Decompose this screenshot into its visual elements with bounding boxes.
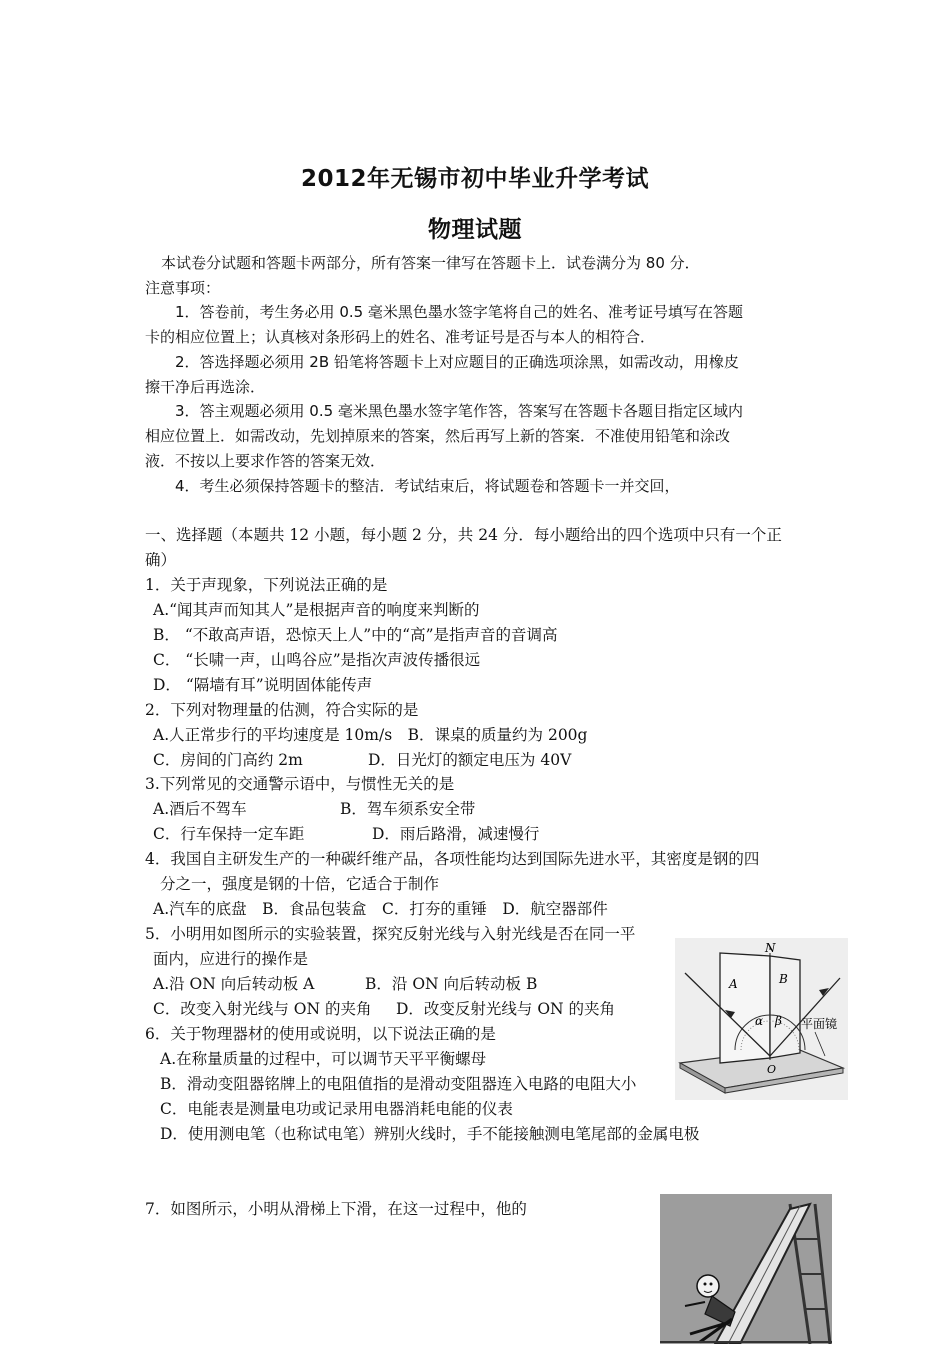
q6-option-d: D．使用测电笔（也称试电笔）辨别火线时，手不能接触测电笔尾部的金属电极 bbox=[160, 1125, 700, 1143]
note-4: 4．考生必须保持答题卡的整洁．考试结束后，将试题卷和答题卡一并交回， bbox=[175, 477, 680, 495]
q3-option-d: D．雨后路滑，减速慢行 bbox=[372, 825, 540, 843]
label-a: A bbox=[729, 977, 738, 991]
q5-option-b: B．沿 ON 向后转动板 B bbox=[365, 975, 538, 993]
q3-option-a: A.酒后不驾车 bbox=[153, 800, 247, 818]
q2-options-ab: A.人正常步行的平均速度是 10m/s B．课桌的质量约为 200g bbox=[153, 726, 588, 744]
label-o: O bbox=[767, 1063, 777, 1076]
q1-option-d: D． “隔墙有耳”说明固体能传声 bbox=[153, 676, 373, 694]
notice-label: 注意事项： bbox=[145, 279, 221, 297]
note-3a: 3．答主观题必须用 0.5 毫米黑色墨水签字笔作答，答案写在答题卡各题目指定区域内 bbox=[175, 402, 743, 420]
exam-subtitle: 物理试题 bbox=[428, 217, 522, 243]
section-heading-a: 一、选择题（本题共 12 小题，每小题 2 分，共 24 分．每小题给出的四个选项中只有一个正 bbox=[145, 526, 782, 544]
exam-title: 2012年无锡市初中毕业升学考试 bbox=[300, 166, 649, 192]
label-n: N bbox=[765, 941, 776, 955]
label-beta: β bbox=[775, 1014, 782, 1028]
q5-stem-a: 5．小明用如图所示的实验装置，探究反射光线与入射光线是否在同一平 bbox=[145, 925, 636, 943]
label-b: B bbox=[779, 972, 788, 986]
q3-option-c: C．行车保持一定车距 bbox=[153, 825, 305, 843]
label-alpha: α bbox=[755, 1014, 764, 1028]
q6-stem: 6．关于物理器材的使用或说明，以下说法正确的是 bbox=[145, 1025, 496, 1043]
q6-option-c: C．电能表是测量电功或记录用电器消耗电能的仪表 bbox=[160, 1100, 513, 1118]
q1-option-a: A.“闻其声而知其人”是根据声音的响度来判断的 bbox=[153, 601, 480, 619]
q5-option-c: C．改变入射光线与 ON 的夹角 bbox=[153, 1000, 372, 1018]
note-3c: 液．不按以上要求作答的答案无效． bbox=[145, 452, 386, 470]
q4-stem-b: 分之一，强度是钢的十倍，它适合于制作 bbox=[160, 875, 440, 893]
slide-figure bbox=[660, 1194, 832, 1344]
q5-option-d: D．改变反射光线与 ON 的夹角 bbox=[396, 1000, 616, 1018]
label-mirror: 平面镜 bbox=[801, 1017, 838, 1031]
q1-stem: 1．关于声现象，下列说法正确的是 bbox=[145, 576, 388, 594]
note-2b: 擦干净后再选涂． bbox=[145, 378, 266, 396]
q6-option-a: A.在称量质量的过程中，可以调节天平平衡螺母 bbox=[160, 1050, 487, 1068]
note-1b: 卡的相应位置上；认真核对条形码上的姓名、准考证号是否与本人的相符合． bbox=[145, 328, 656, 346]
q1-option-b: B． “不敢高声语，恐惊天上人”中的“高”是指声音的音调高 bbox=[153, 626, 558, 644]
note-1a: 1．答卷前，考生务必用 0.5 毫米黑色墨水签字笔将自己的姓名、准考证号填写在答题 bbox=[175, 303, 743, 321]
note-2a: 2．答选择题必须用 2B 铅笔将答题卡上对应题目的正确选项涂黑，如需改动，用橡皮 bbox=[175, 353, 739, 371]
q4-stem-a: 4．我国自主研发生产的一种碳纤维产品，各项性能均达到国际先进水平，其密度是钢的四 bbox=[145, 850, 760, 868]
q7-stem: 7．如图所示，小明从滑梯上下滑，在这一过程中，他的 bbox=[145, 1200, 527, 1218]
slide-illustration bbox=[660, 1194, 832, 1344]
reflection-diagram bbox=[675, 938, 848, 1100]
q6-option-b: B．滑动变阻器铭牌上的电阻值指的是滑动变阻器连入电路的电阻大小 bbox=[160, 1075, 637, 1093]
reflection-apparatus-figure bbox=[675, 938, 848, 1100]
intro-line: 本试卷分试题和答题卡两部分，所有答案一律写在答题卡上．试卷满分为 80 分． bbox=[161, 254, 700, 272]
section-heading-b: 确） bbox=[145, 551, 177, 569]
q2-option-c: C．房间的门高约 2m bbox=[153, 751, 303, 769]
q5-stem-b: 面内，应进行的操作是 bbox=[153, 950, 309, 968]
q4-options: A.汽车的底盘 B．食品包装盒 C．打夯的重锤 D．航空器部件 bbox=[153, 900, 608, 918]
note-3b: 相应位置上．如需改动，先划掉原来的答案，然后再写上新的答案．不准使用铅笔和涂改 bbox=[145, 427, 731, 445]
q1-option-c: C． “长啸一声，山鸣谷应”是指次声波传播很远 bbox=[153, 651, 481, 669]
q3-option-b: B．驾车须系安全带 bbox=[340, 800, 476, 818]
q3-stem: 3.下列常见的交通警示语中，与惯性无关的是 bbox=[145, 775, 455, 793]
q2-option-d: D．日光灯的额定电压为 40V bbox=[368, 751, 572, 769]
q5-option-a: A.沿 ON 向后转动板 A bbox=[153, 975, 315, 993]
q2-stem: 2．下列对物理量的估测，符合实际的是 bbox=[145, 701, 419, 719]
